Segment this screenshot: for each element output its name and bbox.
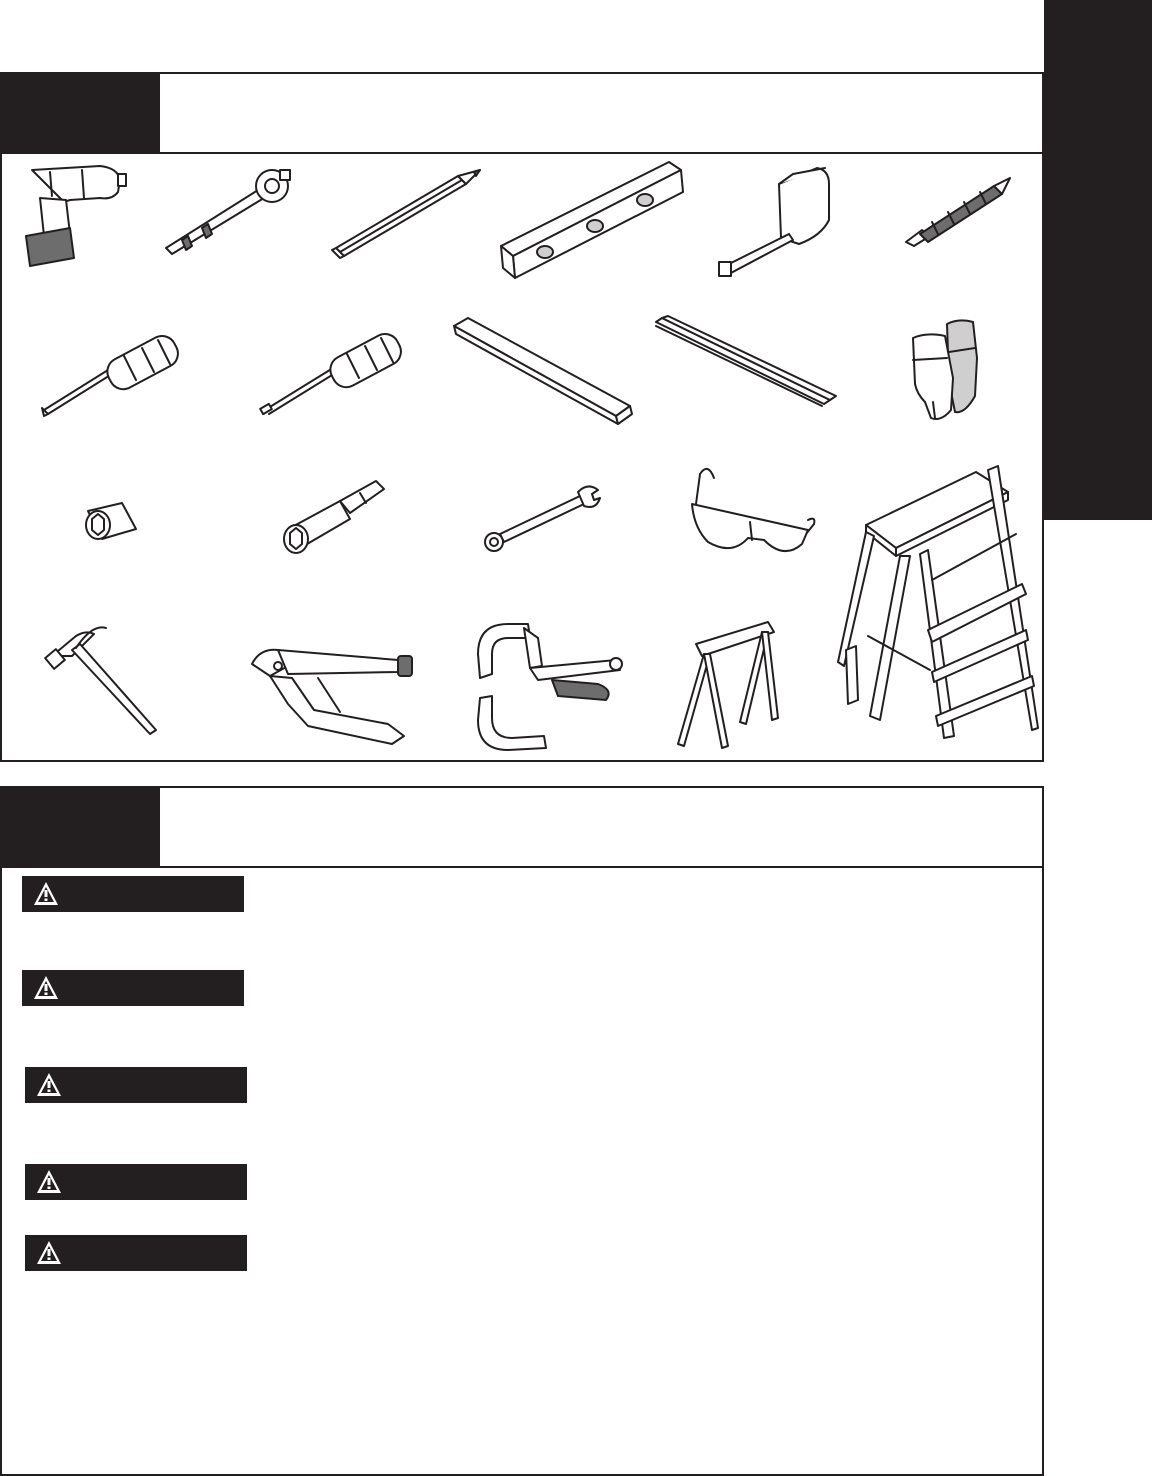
flat-screwdriver-icon: [257, 326, 407, 416]
warning-triangle-icon: [35, 1239, 63, 1267]
warning-triangle-icon: [35, 1071, 63, 1099]
step-ladder-icon: [836, 470, 1041, 740]
warning-triangle-icon: [32, 974, 60, 1002]
warning-badge: [22, 970, 244, 1006]
pencil-icon: [332, 168, 482, 258]
phillips-screwdriver-icon: [40, 326, 185, 416]
tape-measure-icon: [717, 164, 832, 279]
safety-panel: [0, 786, 1044, 1476]
ratchet-with-bit-icon: [162, 166, 292, 256]
safety-glasses-icon: [688, 464, 818, 564]
tools-panel-header: [2, 74, 1042, 154]
wood-block-icon: [450, 316, 635, 426]
auger-drill-bit-icon: [902, 176, 1012, 246]
warning-badge: [22, 876, 244, 912]
safety-header-block: [2, 788, 160, 866]
wood-strips-icon: [654, 316, 839, 406]
safety-panel-header: [2, 788, 1042, 868]
warning-triangle-icon: [35, 1168, 63, 1196]
sawhorse-icon: [674, 614, 784, 749]
nut-driver-icon: [280, 479, 390, 559]
combination-wrench-icon: [482, 484, 602, 554]
claw-hammer-icon: [46, 626, 161, 736]
warning-badge: [25, 1164, 247, 1200]
work-gloves-icon: [907, 318, 987, 428]
warning-triangle-icon: [32, 880, 60, 908]
tools-needed-panel: [0, 72, 1044, 762]
locking-pliers-icon: [248, 614, 418, 744]
c-clamp-pliers-icon: [468, 614, 623, 754]
cordless-drill-icon: [22, 162, 132, 272]
socket-icon: [82, 499, 142, 549]
warning-badge: [25, 1235, 247, 1271]
warning-badge: [25, 1067, 247, 1103]
tools-header-block: [2, 74, 160, 152]
level-icon: [497, 156, 687, 286]
section-side-tab: [1044, 0, 1152, 520]
